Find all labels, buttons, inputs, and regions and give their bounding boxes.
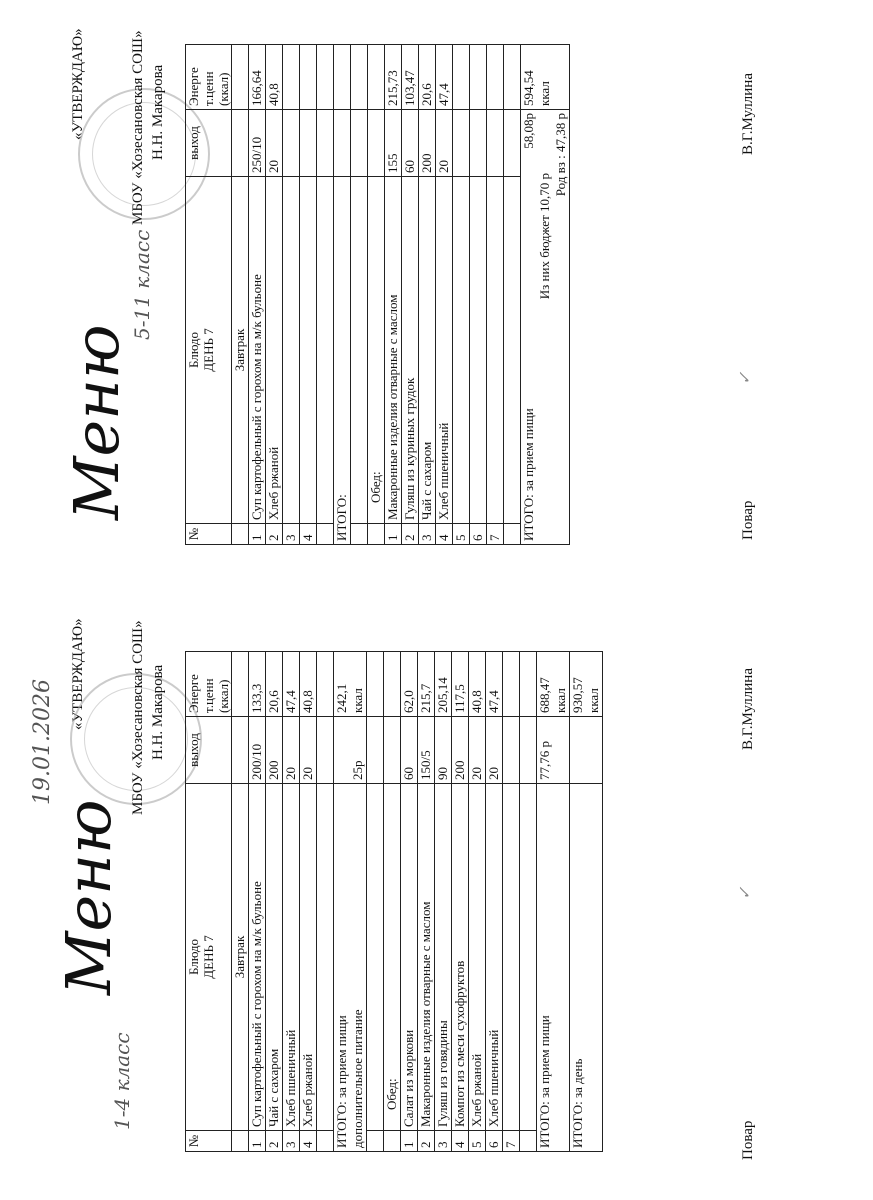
menu-title: Меню — [52, 799, 125, 995]
table-row: 4 — [300, 45, 317, 545]
col-dish: Блюдо ДЕНЬ 7 — [186, 177, 232, 524]
table-row: 2 Хлеб ржаной 20 40,8 — [266, 45, 283, 545]
col-no: № — [186, 1131, 232, 1152]
cook-name: В.Г.Муллина — [740, 73, 756, 155]
grade-note: 5-11 класс — [130, 229, 154, 340]
col-output: выход — [186, 110, 232, 177]
table-row: 4 Компот из смеси сухофруктов 200 117,5 — [452, 652, 469, 1152]
table-row: 7 — [487, 45, 504, 545]
cook-label: Повар — [740, 1120, 756, 1160]
school-name: МБОУ «Хозесановская СОШ» — [130, 30, 146, 225]
table-row: 3 Чай с сахаром 200 20,6 — [419, 45, 436, 545]
cook-signature: ✓ — [735, 886, 754, 900]
table-row: 3 Гуляш из говядины 90 205,14 — [435, 652, 452, 1152]
table-row: 2 Чай с сахаром 200 20,6 — [266, 652, 283, 1152]
table-row: 3 — [283, 45, 300, 545]
section-lunch: Обед: — [368, 177, 385, 524]
menu-table — [185, 44, 570, 545]
table-row: 1 Суп картофельный с горохом на м/к бульоне 200/10 133,3 — [249, 652, 266, 1152]
col-dish: Блюдо ДЕНЬ 7 — [186, 784, 232, 1131]
table-row: 4 Хлеб ржаной 20 40,8 — [300, 652, 317, 1152]
col-energy: Энерге т.ценн (ккал) — [186, 45, 232, 110]
table-row: 2 Макаронные изделия отварные с маслом 150/5 215,7 — [418, 652, 435, 1152]
table-row: 1 Суп картофельный с горохом на м/к бульоне 250/10 166,64 — [249, 45, 266, 545]
menu-table — [185, 651, 603, 1152]
section-lunch: Обед: — [384, 784, 401, 1131]
lunch-total-row: ИТОГО: за прием пищи 58,08р Из них бюджет 10,70 р Род вз : 47,38 р 594,54 ккал — [521, 45, 570, 545]
day-total-row: ИТОГО: за день 930,57 ккал — [570, 652, 603, 1152]
director-name: Н.Н. Макарова — [150, 64, 166, 160]
table-row: 5 Хлеб ржаной 20 40,8 — [469, 652, 486, 1152]
cook-signature: ✓ — [735, 371, 754, 385]
col-no: № — [186, 524, 232, 545]
approve-label: «УТВЕРЖДАЮ» — [70, 618, 86, 730]
approve-label: «УТВЕРЖДАЮ» — [70, 28, 86, 140]
cook-name: В.Г.Муллина — [740, 668, 756, 750]
section-breakfast: Завтрак — [232, 784, 249, 1131]
lunch-total-row: ИТОГО: за прием пищи 77,76 р 688,47 ккал — [537, 652, 570, 1152]
table-row: 6 — [470, 45, 487, 545]
table-row: 1 Макаронные изделия отварные с маслом 155 215,73 — [385, 45, 402, 545]
table-row: 5 — [453, 45, 470, 545]
handwritten-date: 19.01.2026 — [30, 679, 55, 805]
cook-label: Повар — [740, 500, 756, 540]
menu-title: Меню — [60, 324, 133, 520]
table-row: 1 Салат из моркови 60 62,0 — [401, 652, 418, 1152]
breakfast-total-row: ИТОГО: — [334, 45, 351, 545]
director-name: Н.Н. Макарова — [150, 664, 166, 760]
table-row: 2 Гуляш из куриных грудок 60 103,47 — [402, 45, 419, 545]
breakfast-total-row: ИТОГО: за прием пищи дополнительное питание 25р 242,1 ккал — [334, 652, 367, 1152]
grade-note: 1-4 класс — [110, 1032, 134, 1130]
col-output: выход — [186, 717, 232, 784]
table-row: 3 Хлеб пшеничный 20 47,4 — [283, 652, 300, 1152]
table-row: 6 Хлеб пшеничный 20 47,4 — [486, 652, 503, 1152]
school-name: МБОУ «Хозесановская СОШ» — [130, 620, 146, 815]
col-energy: Энерге т.ценн (ккал) — [186, 652, 232, 717]
table-row: 4 Хлеб пшеничный 20 47,4 — [436, 45, 453, 545]
section-breakfast: Завтрак — [232, 177, 249, 524]
table-row: 7 — [503, 652, 520, 1152]
menu-grades-1-4 — [0, 600, 873, 1200]
